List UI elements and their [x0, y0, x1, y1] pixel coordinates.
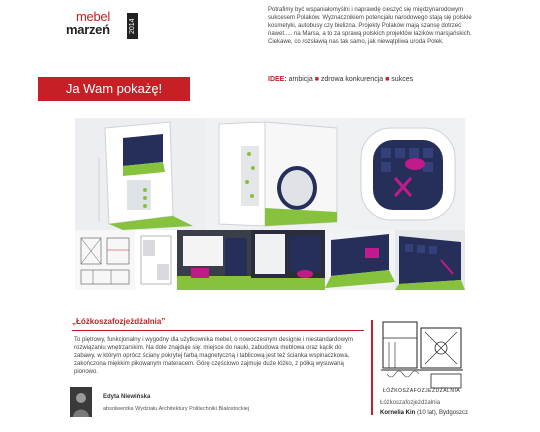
render-climbing-wall — [205, 118, 351, 230]
intro-paragraph: Potrafimy być wspaniałomyślni i naprawdę cieszyć się międzynarodowym sukcesem Polaków. Wyznacznikiem potencjału narodowego stają się polskie kosmetyki, autobusy czy bielizna. Projekty Polaków mają szansę dotrzeć nawet..... na Marsa, a to za sprawą polskich projektów łazików marsjańskich. Ciekawe, co rozsławią nas tak samo, jak niewątpliwa uroda Polek. — [268, 7, 472, 45]
accent-bar — [371, 320, 373, 415]
sketch-author — [380, 410, 468, 416]
project-title: „Łóżkoszafozjeżdżalnia” — [72, 317, 166, 326]
render-room-1 — [177, 230, 251, 290]
sketch-author-name: Kornelia Kin — [380, 410, 416, 416]
idee-label: IDEE: — [268, 76, 287, 83]
magazine-logo — [66, 9, 144, 41]
author-photo — [70, 387, 92, 417]
render-interior-pod — [351, 118, 465, 230]
idee-item: sukces — [391, 76, 414, 83]
render-floor-plan — [135, 230, 177, 290]
idee-item: ambicja — [288, 76, 313, 83]
idee-line — [268, 76, 413, 83]
divider — [72, 330, 364, 331]
logo-year: 2014 — [127, 13, 138, 39]
technical-drawing — [75, 230, 135, 290]
render-bunk-bed — [75, 118, 205, 230]
bullet-icon: ■ — [385, 76, 390, 83]
render-room-3 — [325, 230, 395, 290]
sketch-label: ŁÓŻKOSZAFOZJEŻDŻALNIA — [383, 388, 461, 394]
render-room-4 — [395, 230, 465, 290]
render-room-2 — [251, 230, 325, 290]
project-description: To piętrowy, funkcjonalny i wygodny dla użytkownika mebel, o nowoczesnym designie i niestandardowym rozwiązaniu wnętrzarskim. Na dole znajduje się: miejsce do nauki, zabudowa meblowa oraz kącik do zabawy, w którym oprócz ściany pokrytej farbą magnetyczną i tablicową jest też ścianka wspinaczkowa, zakończona miękkim pikowanym materacem. Górę częściowo zajmuje duże łóżko, z półką wysuwaną pionowo. — [74, 337, 354, 375]
sketch-author-details: (10 lat), Bydgoszcz — [417, 410, 469, 416]
render-gallery — [75, 118, 465, 290]
idee-item: zdrowa konkurencja — [320, 76, 384, 83]
child-sketch — [377, 318, 467, 398]
headline-banner: Ja Wam pokażę! — [38, 77, 190, 101]
sketch-caption: Łóżkoszafozjeżdżalnia — [380, 400, 441, 406]
bullet-icon: ■ — [314, 76, 319, 83]
logo-word-marzen: marzeń — [66, 22, 110, 37]
author-name: Edyta Niewińska — [103, 394, 151, 400]
logo-word-mebel: mebel — [76, 9, 110, 24]
author-role: absolwentka Wydziału Architektury Politechniki Białostockiej — [103, 406, 250, 412]
